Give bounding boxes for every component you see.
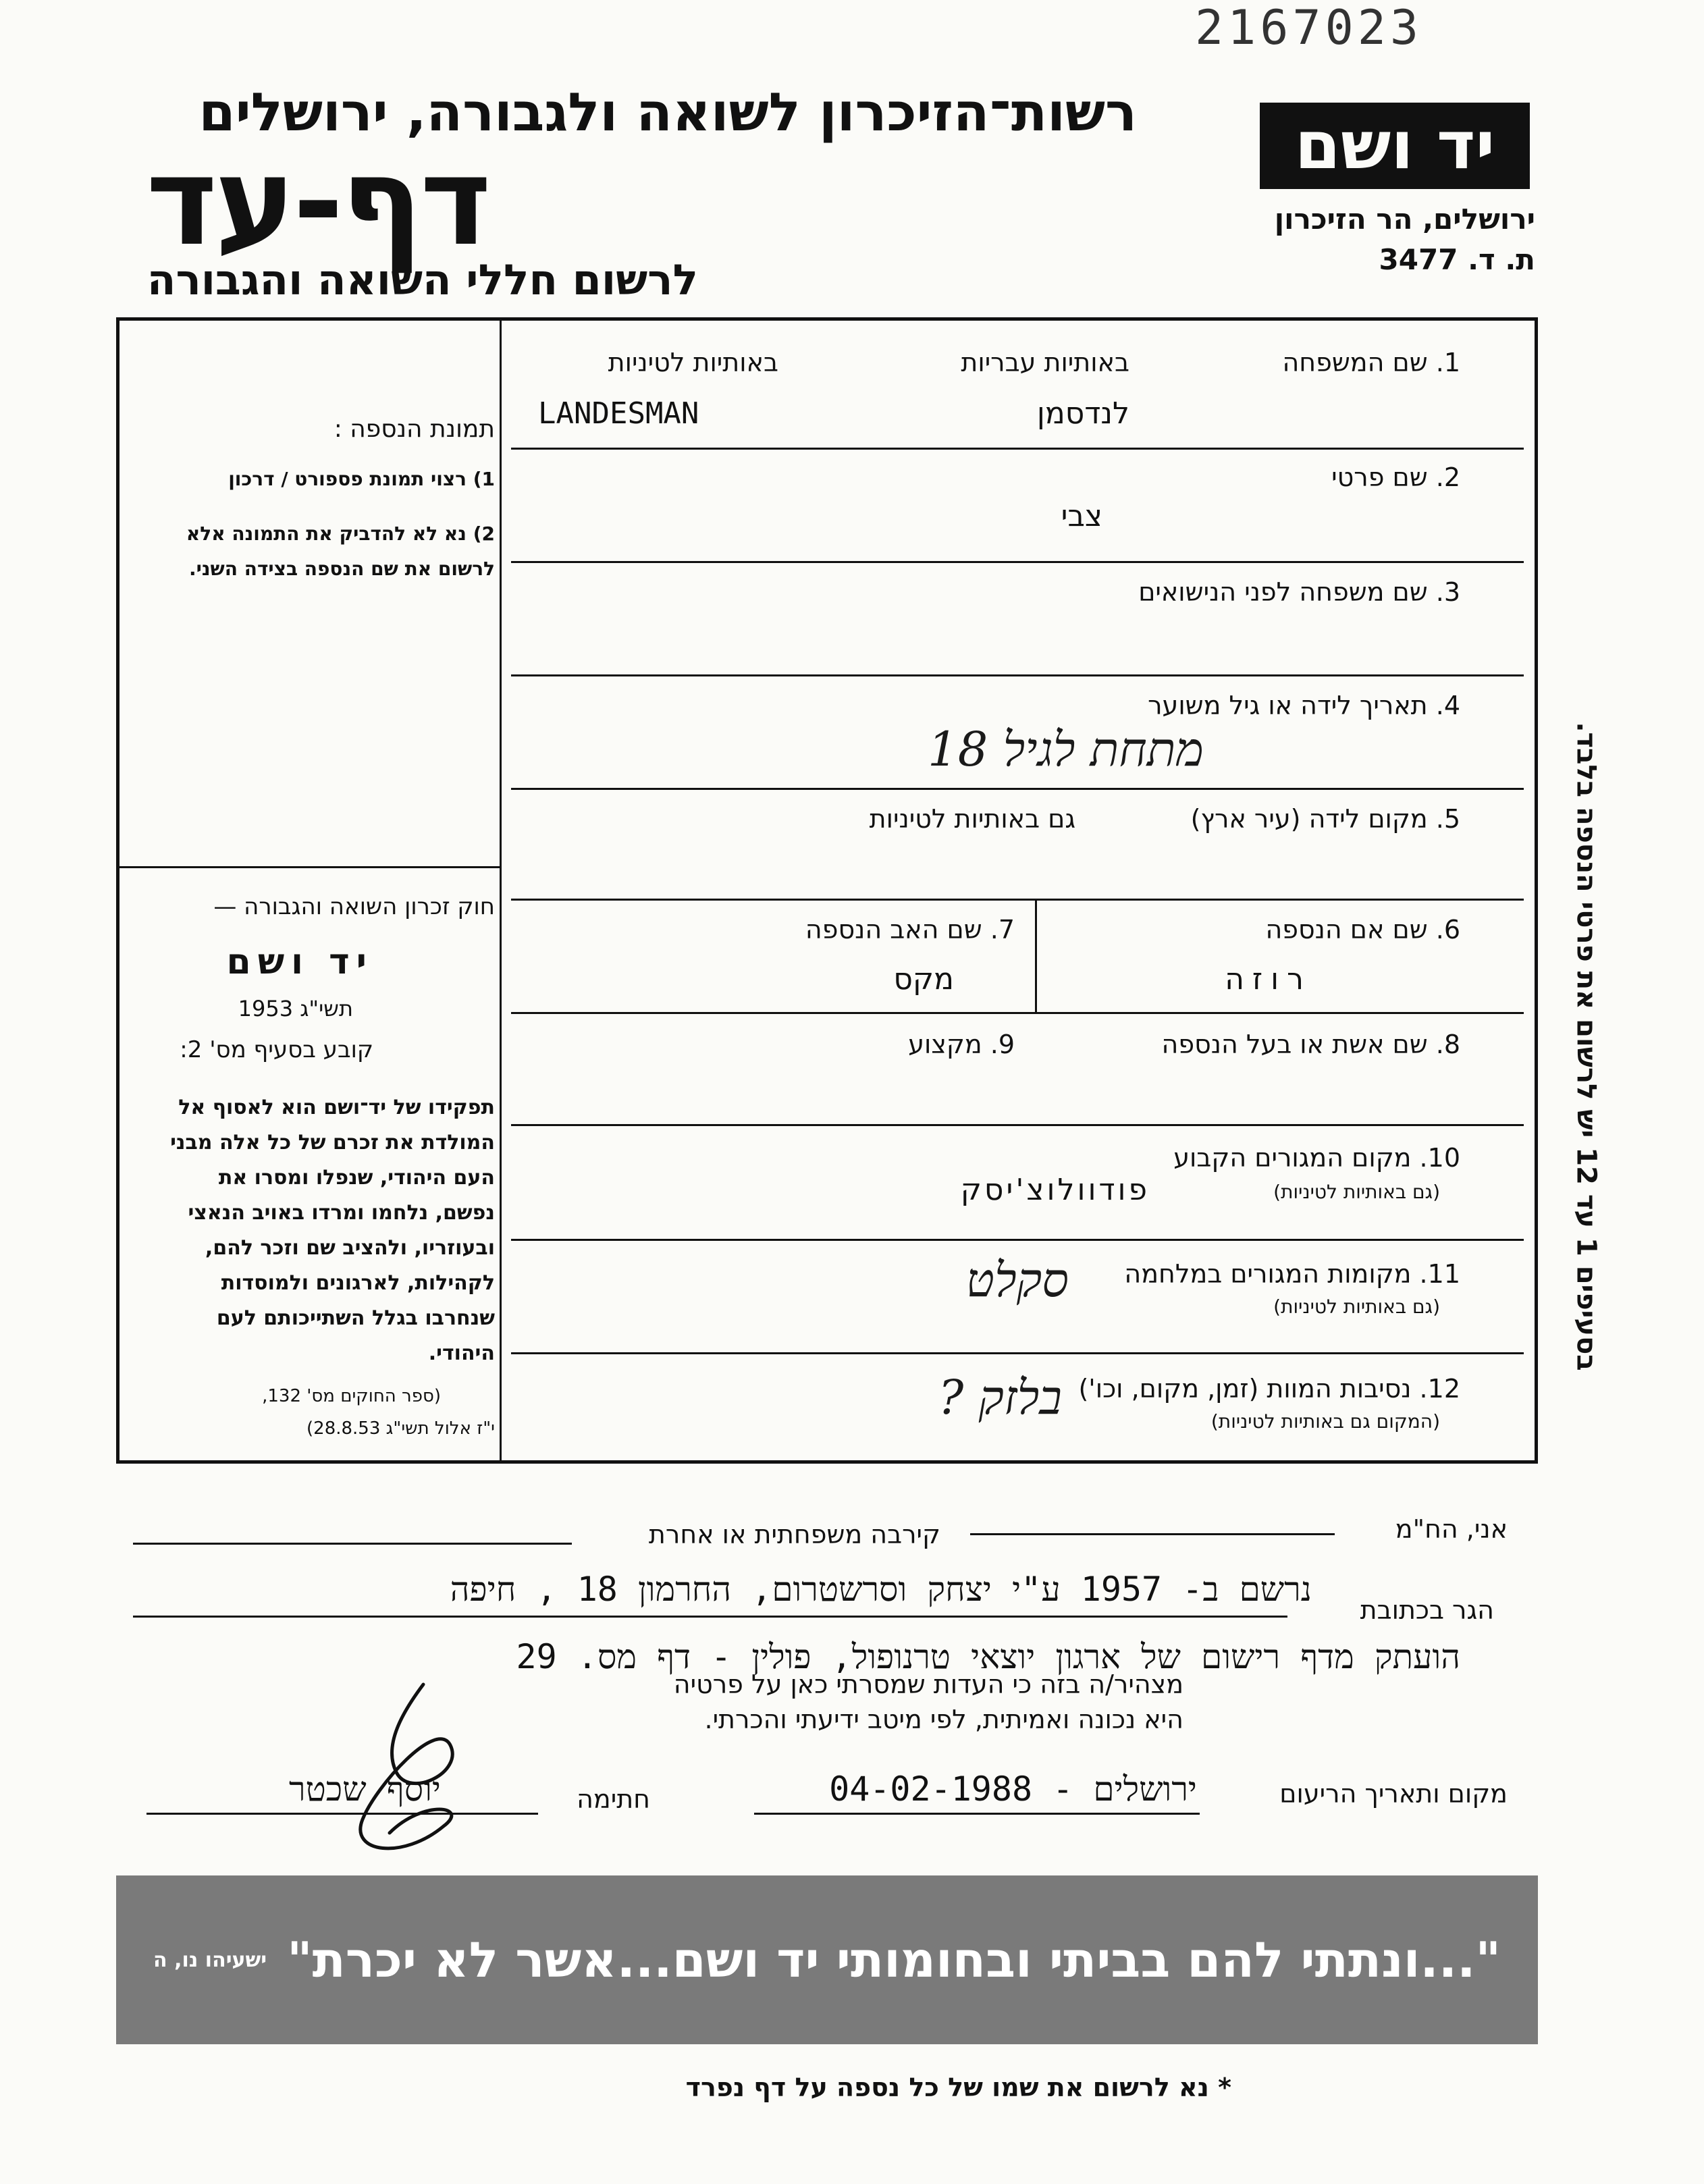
declares-line-1: מצהיר/ה בזה כי העדות שמסרתי כאן על פרטיה — [673, 1670, 1183, 1699]
field-11-label: 11. מקומות המגורים במלחמה — [1124, 1259, 1460, 1289]
field-7-label: 7. שם האב הנספה — [805, 915, 1015, 944]
place-date-underline[interactable] — [754, 1813, 1200, 1815]
law-text: תפקידו של יד־ושם הוא לאסוף אל המולדת את זכרם של כל אלה מבני העם היהודי, שנפלו ומסרו את נפשם, נלחמו ומרדו באויב הנאצי ובעוזריו, ולהציב שם וזכר להם, לקהילות, לארגונים ולמוסדות שנחרבו בגלל השתייכותם לעם היהודי. — [170, 1096, 495, 1365]
field-5-label: 5. מקום לידה (עיר ארץ) — [1190, 804, 1460, 834]
photo-heading: תמונת הנספה : — [334, 415, 495, 443]
law-year: תשי"ג 1953 — [238, 996, 353, 1021]
field-3-label: 3. שם משפחה לפני הנישואים — [1138, 577, 1460, 607]
address-underline[interactable] — [133, 1616, 1287, 1618]
form-frame — [116, 317, 1538, 1814]
name-underline[interactable] — [970, 1533, 1335, 1535]
law-title: חוק זכרון השואה והגבורה — — [213, 893, 495, 920]
side-note-text: בסעיפים 1 עד 12 יש לרשום את פרטי הנספה בלבד. — [1570, 722, 1602, 1371]
field-5-note: גם באותיות לטיניות — [869, 804, 1075, 834]
place-date-value: ירושלים - 04-02-1988 — [829, 1769, 1197, 1809]
field-1-latin-value[interactable]: LANDESMAN — [538, 396, 699, 431]
authority-name: רשות־הזיכרון לשואה ולגבורה, ירושלים — [198, 82, 1137, 143]
relation-underline[interactable] — [133, 1543, 572, 1545]
field-6-value[interactable]: רוזה — [1225, 962, 1312, 996]
page-subtitle: לרשום חללי השואה והגבורה — [147, 255, 698, 304]
field-9-label: 9. מקצוע — [908, 1030, 1015, 1059]
field-10-label: 10. מקום המגורים הקבוע — [1173, 1143, 1460, 1173]
law-ref-2: י"ז אלול תשי"ג 28.8.53) — [307, 1418, 495, 1439]
field-1-label: 1. שם המשפחה — [1282, 348, 1460, 377]
field-2-value[interactable]: צבי — [1061, 499, 1102, 533]
field-4-label: 4. תאריך לידה או גיל משוער — [1148, 691, 1460, 720]
signature-typed-name: יוסף שכטר — [289, 1769, 441, 1809]
field-4-value[interactable]: מתחת לגיל 18 — [928, 722, 1204, 777]
quote-banner — [116, 1875, 1538, 2044]
typed-line-2: הועתק מדף רישום של ארגון יוצאי טרנופול, פולין - דף מס. 29 — [516, 1637, 1460, 1676]
yad-vashem-logo: יד ושם — [1260, 103, 1530, 189]
residing-label: הגר בכתובת — [1360, 1595, 1494, 1625]
address-line: ירושלים, הר הזיכרון — [1274, 203, 1535, 236]
field-11-note: (גם באותיות לטיניות) — [1273, 1296, 1440, 1318]
field-8-label: 8. שם אשת או בעל הנספה — [1161, 1030, 1460, 1059]
relation-label: קירבה משפחתית או אחרת — [648, 1520, 940, 1549]
banner-quote: "...ונתתי להם בביתי ובחומותי יד ושם...אשר לא יכרת" — [287, 1932, 1501, 1988]
serial-number: 2167023 — [1195, 0, 1423, 55]
field-6-label: 6. שם אם הנספה — [1265, 915, 1460, 944]
footer-note: * נא לרשום את שמו של כל נספה על דף נפרד — [685, 2073, 1231, 2102]
law-clause: קובע בסעיף מס' 2: — [180, 1036, 373, 1063]
field-12-note: (המקום גם באותיות לטיניות) — [1210, 1410, 1440, 1433]
signature-label: חתימה — [577, 1784, 650, 1814]
law-yad-vashem: יד ושם — [226, 942, 373, 982]
law-ref-1: (ספר החוקים מס' 132, — [262, 1386, 441, 1406]
page-title: דף-עד — [146, 132, 489, 273]
declares-line-2: היא נכונה ואמיתית, לפי מיטב ידיעתי והכרתי. — [704, 1705, 1183, 1734]
field-10-value[interactable]: פודוולוצ'יסק — [960, 1173, 1150, 1207]
field-1-hebrew-header: באותיות עבריות — [961, 348, 1129, 377]
declaration-i: אני, הח"מ — [1395, 1514, 1508, 1544]
field-7-value[interactable]: מקס — [893, 962, 954, 996]
field-11-value[interactable]: סקלט — [965, 1252, 1069, 1308]
typed-line-1: נרשם ב- 1957 ע"י יצחק וסרשטרום, החרמון 18 , חיפה — [450, 1570, 1312, 1609]
field-1-latin-header: באותיות לטיניות — [608, 348, 778, 377]
po-box: ת. ד. 3477 — [1379, 243, 1535, 276]
place-date-label: מקום ותאריך הריעום — [1279, 1779, 1508, 1809]
photo-note-1: 1) רצוי תמונת פספורט / דרכון — [228, 468, 495, 490]
field-1-hebrew-value[interactable]: לנדסמן — [1036, 396, 1129, 431]
side-note — [1546, 702, 1627, 1391]
banner-source: ישעיהו נו, ה — [153, 1948, 267, 1972]
photo-note-2: 2) נא לא להדביק את התמונה אלא לרשום את שם הנספה בצידה השני. — [186, 523, 495, 580]
field-12-label: 12. נסיבות המוות (זמן, מקום, וכו') — [1078, 1374, 1460, 1404]
field-10-note: (גם באותיות לטיניות) — [1273, 1181, 1440, 1203]
handwritten-signature — [322, 1671, 498, 1873]
field-2-label: 2. שם פרטי — [1331, 462, 1460, 492]
field-12-value[interactable]: בלזק ? — [938, 1370, 1062, 1425]
